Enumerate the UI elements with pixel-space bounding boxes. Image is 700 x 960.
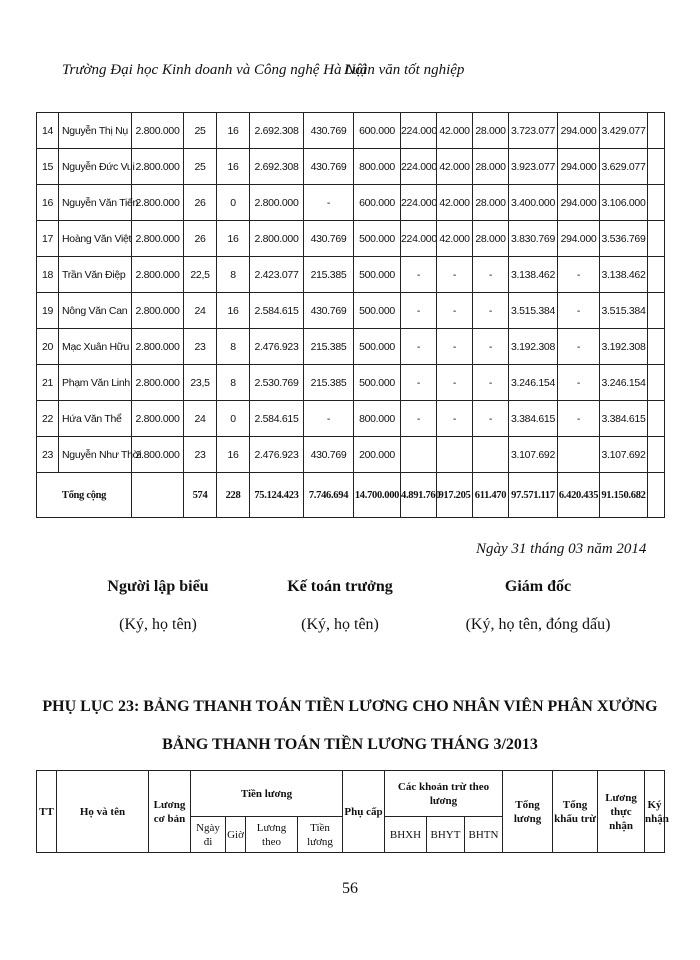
col-bhyt: BHYT bbox=[427, 817, 465, 853]
table-cell: 2.692.308 bbox=[250, 149, 304, 185]
table-cell: 294.000 bbox=[558, 149, 600, 185]
table-cell: 8 bbox=[217, 365, 250, 401]
table-cell: - bbox=[473, 365, 509, 401]
table-cell: 2.476.923 bbox=[250, 329, 304, 365]
table-cell: 500.000 bbox=[354, 365, 401, 401]
total-cell: 917.205 bbox=[437, 473, 473, 518]
table-cell: 14 bbox=[37, 113, 59, 149]
table-cell: 3.536.769 bbox=[600, 221, 648, 257]
table-cell: 2.584.615 bbox=[250, 401, 304, 437]
table-cell: - bbox=[473, 401, 509, 437]
table-cell: 215.385 bbox=[304, 329, 354, 365]
table-cell: - bbox=[401, 365, 437, 401]
total-label: Tổng cộng bbox=[37, 473, 132, 518]
table-cell bbox=[401, 437, 437, 473]
table-cell: 42.000 bbox=[437, 149, 473, 185]
col-base-salary: Lương cơ bản bbox=[149, 771, 191, 853]
table-cell: 16 bbox=[217, 149, 250, 185]
employee-name-cell: Phạm Văn Linh bbox=[59, 365, 132, 401]
table-cell: - bbox=[304, 401, 354, 437]
table-cell: - bbox=[401, 293, 437, 329]
table-cell: 0 bbox=[217, 185, 250, 221]
table-row bbox=[37, 257, 665, 293]
table-cell: 430.769 bbox=[304, 293, 354, 329]
total-cell: 574 bbox=[184, 473, 217, 518]
table-cell: 2.800.000 bbox=[132, 293, 184, 329]
table-cell: 294.000 bbox=[558, 185, 600, 221]
table-cell: 2.800.000 bbox=[132, 257, 184, 293]
table-cell: 24 bbox=[184, 401, 217, 437]
employee-name-cell: Nguyễn Thị Nụ bbox=[59, 113, 132, 149]
table-cell: - bbox=[401, 329, 437, 365]
table-cell: 3.107.692 bbox=[509, 437, 558, 473]
table-cell: 16 bbox=[217, 293, 250, 329]
table-cell bbox=[648, 149, 665, 185]
table-cell: - bbox=[437, 257, 473, 293]
table-cell: 3.515.384 bbox=[600, 293, 648, 329]
total-cell bbox=[648, 473, 665, 518]
table-cell: 19 bbox=[37, 293, 59, 329]
table-cell: 215.385 bbox=[304, 365, 354, 401]
table-cell: - bbox=[558, 329, 600, 365]
total-cell: 75.124.423 bbox=[250, 473, 304, 518]
table-cell bbox=[648, 113, 665, 149]
table-cell: 28.000 bbox=[473, 185, 509, 221]
table-cell: 600.000 bbox=[354, 185, 401, 221]
table-cell: 2.800.000 bbox=[132, 365, 184, 401]
table-cell: - bbox=[473, 329, 509, 365]
table-cell: - bbox=[401, 401, 437, 437]
table-cell: 3.107.692 bbox=[600, 437, 648, 473]
col-total-salary: Tổng lương bbox=[503, 771, 553, 853]
table-cell: - bbox=[558, 293, 600, 329]
table-cell: - bbox=[558, 257, 600, 293]
table-cell bbox=[558, 437, 600, 473]
table-cell: - bbox=[558, 365, 600, 401]
col-total-deduction: Tổng khấu trừ bbox=[553, 771, 598, 853]
table-cell: 430.769 bbox=[304, 437, 354, 473]
table-cell: 224.000 bbox=[401, 221, 437, 257]
total-cell: 6.420.435 bbox=[558, 473, 600, 518]
col-net-salary: Lương thực nhận bbox=[598, 771, 645, 853]
table-cell: 3.192.308 bbox=[600, 329, 648, 365]
table-row bbox=[37, 329, 665, 365]
table-cell: 800.000 bbox=[354, 149, 401, 185]
table-cell: 2.800.000 bbox=[250, 221, 304, 257]
table-cell bbox=[648, 293, 665, 329]
table-cell: 3.629.077 bbox=[600, 149, 648, 185]
total-cell: 228 bbox=[217, 473, 250, 518]
table-cell: 25 bbox=[184, 113, 217, 149]
table-cell: 3.384.615 bbox=[600, 401, 648, 437]
table-cell: 28.000 bbox=[473, 113, 509, 149]
table-cell: 600.000 bbox=[354, 113, 401, 149]
table-cell: 294.000 bbox=[558, 221, 600, 257]
table-cell: 21 bbox=[37, 365, 59, 401]
col-hours: Giờ bbox=[226, 817, 246, 853]
table-cell: 22,5 bbox=[184, 257, 217, 293]
employee-name-cell: Hoàng Văn Việt bbox=[59, 221, 132, 257]
table-cell: 24 bbox=[184, 293, 217, 329]
table-cell: 2.800.000 bbox=[132, 113, 184, 149]
table-cell: - bbox=[437, 401, 473, 437]
employee-name-cell: Nguyễn Đức Vui bbox=[59, 149, 132, 185]
table-row bbox=[37, 221, 665, 257]
table-cell: 2.423.077 bbox=[250, 257, 304, 293]
col-days: Ngày đi bbox=[191, 817, 226, 853]
table-cell: 3.246.154 bbox=[509, 365, 558, 401]
table-cell: 3.515.384 bbox=[509, 293, 558, 329]
table-cell: 25 bbox=[184, 149, 217, 185]
col-bhxh: BHXH bbox=[385, 817, 427, 853]
table-cell: 23 bbox=[37, 437, 59, 473]
table-cell: 3.246.154 bbox=[600, 365, 648, 401]
table-cell: - bbox=[304, 185, 354, 221]
table-cell: 8 bbox=[217, 257, 250, 293]
table-cell: 8 bbox=[217, 329, 250, 365]
table-cell bbox=[648, 329, 665, 365]
table-cell: 28.000 bbox=[473, 149, 509, 185]
table-cell: 430.769 bbox=[304, 113, 354, 149]
accountant-role: Kế toán trưởng bbox=[287, 578, 393, 595]
table-cell: 42.000 bbox=[437, 113, 473, 149]
table-row bbox=[37, 185, 665, 221]
appendix-title: PHỤ LỤC 23: BẢNG THANH TOÁN TIỀN LƯƠNG CHO NHÂN VIÊN PHÂN XƯỞNG bbox=[42, 698, 658, 715]
signature-accountant bbox=[280, 578, 400, 634]
appendix-subtitle: BẢNG THANH TOÁN TIỀN LƯƠNG THÁNG 3/2013 bbox=[162, 736, 538, 753]
table-cell: 2.584.615 bbox=[250, 293, 304, 329]
signature-director bbox=[463, 578, 613, 634]
table-cell: 3.400.000 bbox=[509, 185, 558, 221]
employee-name-cell: Mạc Xuân Hữu bbox=[59, 329, 132, 365]
table-row bbox=[37, 149, 665, 185]
col-name: Họ và tên bbox=[57, 771, 149, 853]
col-salary-group: Tiền lương bbox=[191, 771, 343, 817]
employee-name-cell: Hứa Văn Thể bbox=[59, 401, 132, 437]
table-cell: 2.800.000 bbox=[250, 185, 304, 221]
table-cell: 2.476.923 bbox=[250, 437, 304, 473]
total-cell: 91.150.682 bbox=[600, 473, 648, 518]
school-name: Trường Đại học Kinh doanh và Công nghệ Hà Nội bbox=[62, 62, 367, 78]
signature-preparer bbox=[98, 578, 218, 634]
table-cell: 500.000 bbox=[354, 293, 401, 329]
table-cell: 500.000 bbox=[354, 221, 401, 257]
table-row bbox=[37, 365, 665, 401]
table-cell: 17 bbox=[37, 221, 59, 257]
table-cell: 20 bbox=[37, 329, 59, 365]
table-cell: 3.923.077 bbox=[509, 149, 558, 185]
table-cell bbox=[648, 185, 665, 221]
col-salary-amount: Tiền lương bbox=[298, 817, 343, 853]
table-cell: 500.000 bbox=[354, 257, 401, 293]
accountant-note: (Ký, họ tên) bbox=[301, 616, 379, 633]
employee-name-cell: Nguyễn Như Thời bbox=[59, 437, 132, 473]
table-row bbox=[37, 401, 665, 437]
table-cell: 800.000 bbox=[354, 401, 401, 437]
col-allowance: Phụ cấp bbox=[343, 771, 385, 853]
table-cell bbox=[648, 365, 665, 401]
col-bhtn: BHTN bbox=[465, 817, 503, 853]
table-cell bbox=[648, 257, 665, 293]
table-cell: 3.192.308 bbox=[509, 329, 558, 365]
table-cell bbox=[437, 437, 473, 473]
table-cell: 224.000 bbox=[401, 149, 437, 185]
col-signature: Ký nhận bbox=[645, 771, 665, 853]
salary-table-continued bbox=[36, 112, 665, 518]
table-cell: 2.530.769 bbox=[250, 365, 304, 401]
table-cell: 2.800.000 bbox=[132, 221, 184, 257]
table-cell: 16 bbox=[217, 437, 250, 473]
thesis-label: Luận văn tốt nghiệp bbox=[344, 62, 465, 78]
table-cell: 430.769 bbox=[304, 221, 354, 257]
table-cell: 23,5 bbox=[184, 365, 217, 401]
table-cell: 23 bbox=[184, 437, 217, 473]
table-cell: 16 bbox=[37, 185, 59, 221]
employee-name-cell: Nông Văn Can bbox=[59, 293, 132, 329]
table-cell: 2.800.000 bbox=[132, 401, 184, 437]
table-cell: 23 bbox=[184, 329, 217, 365]
table-cell: 42.000 bbox=[437, 185, 473, 221]
table-cell: - bbox=[558, 401, 600, 437]
table-cell bbox=[648, 437, 665, 473]
table-cell: 28.000 bbox=[473, 221, 509, 257]
table-cell: - bbox=[437, 293, 473, 329]
total-cell: 4.891.760 bbox=[401, 473, 437, 518]
table-row bbox=[37, 113, 665, 149]
table-row bbox=[37, 437, 665, 473]
total-cell: 611.470 bbox=[473, 473, 509, 518]
salary-table-header bbox=[36, 770, 669, 853]
table-cell: 224.000 bbox=[401, 185, 437, 221]
table-cell: 500.000 bbox=[354, 329, 401, 365]
table-cell bbox=[473, 437, 509, 473]
table-cell: 16 bbox=[217, 113, 250, 149]
director-note: (Ký, họ tên, đóng dấu) bbox=[465, 616, 611, 633]
sign-date: Ngày 31 tháng 03 năm 2014 bbox=[476, 541, 647, 557]
table-cell: 430.769 bbox=[304, 149, 354, 185]
table-cell: 215.385 bbox=[304, 257, 354, 293]
table-cell: 224.000 bbox=[401, 113, 437, 149]
table-cell: 26 bbox=[184, 185, 217, 221]
table-cell: 0 bbox=[217, 401, 250, 437]
total-row bbox=[37, 473, 665, 518]
table-cell: 3.106.000 bbox=[600, 185, 648, 221]
table-cell: 2.800.000 bbox=[132, 329, 184, 365]
preparer-role: Người lập biểu bbox=[107, 578, 209, 595]
table-cell: 3.723.077 bbox=[509, 113, 558, 149]
employee-name-cell: Nguyễn Văn Tiến bbox=[59, 185, 132, 221]
table-cell: 3.138.462 bbox=[509, 257, 558, 293]
table-cell: 15 bbox=[37, 149, 59, 185]
table-cell: 200.000 bbox=[354, 437, 401, 473]
table-cell bbox=[648, 221, 665, 257]
table-cell: 16 bbox=[217, 221, 250, 257]
table-cell: 3.429.077 bbox=[600, 113, 648, 149]
table-cell: - bbox=[437, 329, 473, 365]
table-cell: - bbox=[473, 293, 509, 329]
table-cell: 22 bbox=[37, 401, 59, 437]
table-cell: 42.000 bbox=[437, 221, 473, 257]
table-cell: 2.692.308 bbox=[250, 113, 304, 149]
total-cell: 7.746.694 bbox=[304, 473, 354, 518]
table-cell: 3.830.769 bbox=[509, 221, 558, 257]
table-cell: 2.800.000 bbox=[132, 437, 184, 473]
table-cell: 2.800.000 bbox=[132, 185, 184, 221]
page-number: 56 bbox=[342, 880, 358, 897]
table-cell bbox=[648, 401, 665, 437]
table-cell: - bbox=[401, 257, 437, 293]
table-cell: 3.138.462 bbox=[600, 257, 648, 293]
table-row bbox=[37, 293, 665, 329]
table-cell: 3.384.615 bbox=[509, 401, 558, 437]
total-cell: 14.700.000 bbox=[354, 473, 401, 518]
total-cell: 97.571.117 bbox=[509, 473, 558, 518]
col-tt: TT bbox=[37, 771, 57, 853]
table-cell: 294.000 bbox=[558, 113, 600, 149]
employee-name-cell: Trần Văn Điệp bbox=[59, 257, 132, 293]
col-salary-by: Lương theo bbox=[246, 817, 298, 853]
director-role: Giám đốc bbox=[504, 578, 572, 595]
table-cell: 18 bbox=[37, 257, 59, 293]
col-deductions-group: Các khoản trừ theo lương bbox=[385, 771, 503, 817]
table-cell: 2.800.000 bbox=[132, 149, 184, 185]
table-cell: - bbox=[437, 365, 473, 401]
preparer-note: (Ký, họ tên) bbox=[119, 616, 197, 633]
table-cell: 26 bbox=[184, 221, 217, 257]
total-cell bbox=[132, 473, 184, 518]
table-cell: - bbox=[473, 257, 509, 293]
